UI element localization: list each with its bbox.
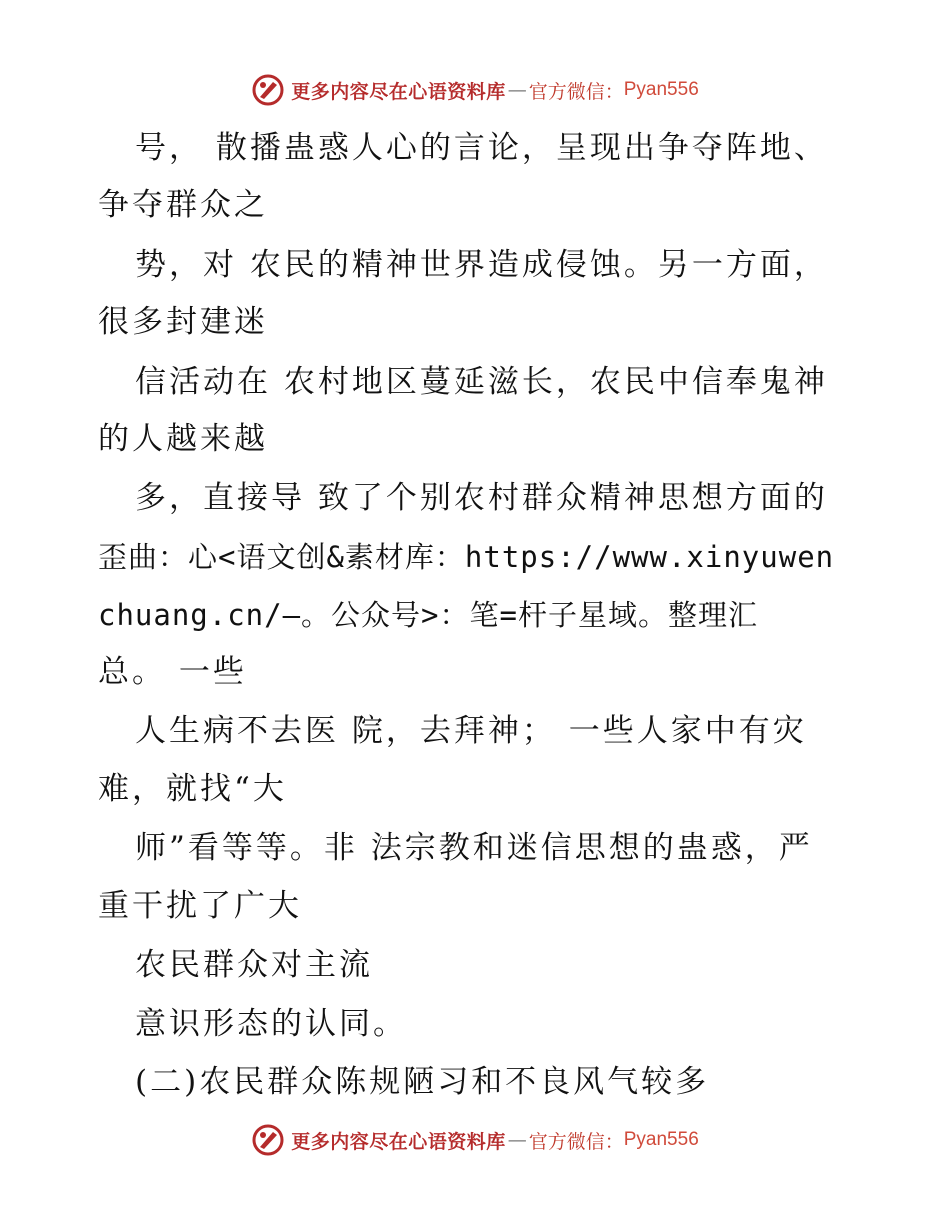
body-line: 歪曲：心<语文创&素材库：https://www.xinyuwen (98, 540, 835, 574)
body-line: 农民群众对主流 (135, 947, 373, 983)
body-line: 号， 散播蛊惑人心的言论，呈现出争夺阵地、 (135, 130, 828, 166)
body-line: 意识形态的认同。 (135, 1006, 407, 1042)
brand-logo-icon (251, 73, 285, 107)
body-line: 师”看等等。非 法宗教和迷信思想的蛊惑，严 (135, 830, 813, 866)
watermark-separator: — (507, 79, 527, 101)
watermark-text: 更多内容尽在心语资料库 (291, 80, 506, 103)
body-line: chuang.cn/—。公众号>：笔=杆子星域。整理汇 (98, 598, 758, 632)
watermark-id: Pyan556 (623, 79, 699, 100)
body-line: 的人越来越 (98, 421, 268, 457)
watermark-id: Pyan556 (623, 1129, 699, 1150)
watermark-text: 更多内容尽在心语资料库 (291, 1130, 506, 1153)
watermark-sub: 官方微信： (528, 80, 624, 103)
watermark-separator: — (507, 1129, 527, 1151)
body-line: 总。 一些 (98, 654, 247, 690)
body-line: 重干扰了广大 (98, 888, 302, 924)
body-line: 信活动在 农村地区蔓延滋长，农民中信奉鬼神 (135, 364, 828, 400)
body-line: 难，就找“大 (98, 771, 287, 807)
watermark-banner-bottom (0, 1120, 950, 1160)
body-line: 势，对 农民的精神世界造成侵蚀。另一方面， (135, 247, 828, 283)
section-heading: (二)农民群众陈规陋习和不良风气较多 (135, 1064, 710, 1100)
watermark-sub: 官方微信： (528, 1130, 624, 1153)
body-line: 人生病不去医 院，去拜神； 一些人家中有灾 (135, 713, 807, 749)
brand-logo-icon (251, 1123, 285, 1157)
watermark-banner-top (0, 70, 950, 110)
body-line: 争夺群众之 (98, 187, 268, 223)
body-line: 多，直接导 致了个别农村群众精神思想方面的 (135, 480, 828, 516)
body-line: 很多封建迷 (98, 304, 268, 340)
